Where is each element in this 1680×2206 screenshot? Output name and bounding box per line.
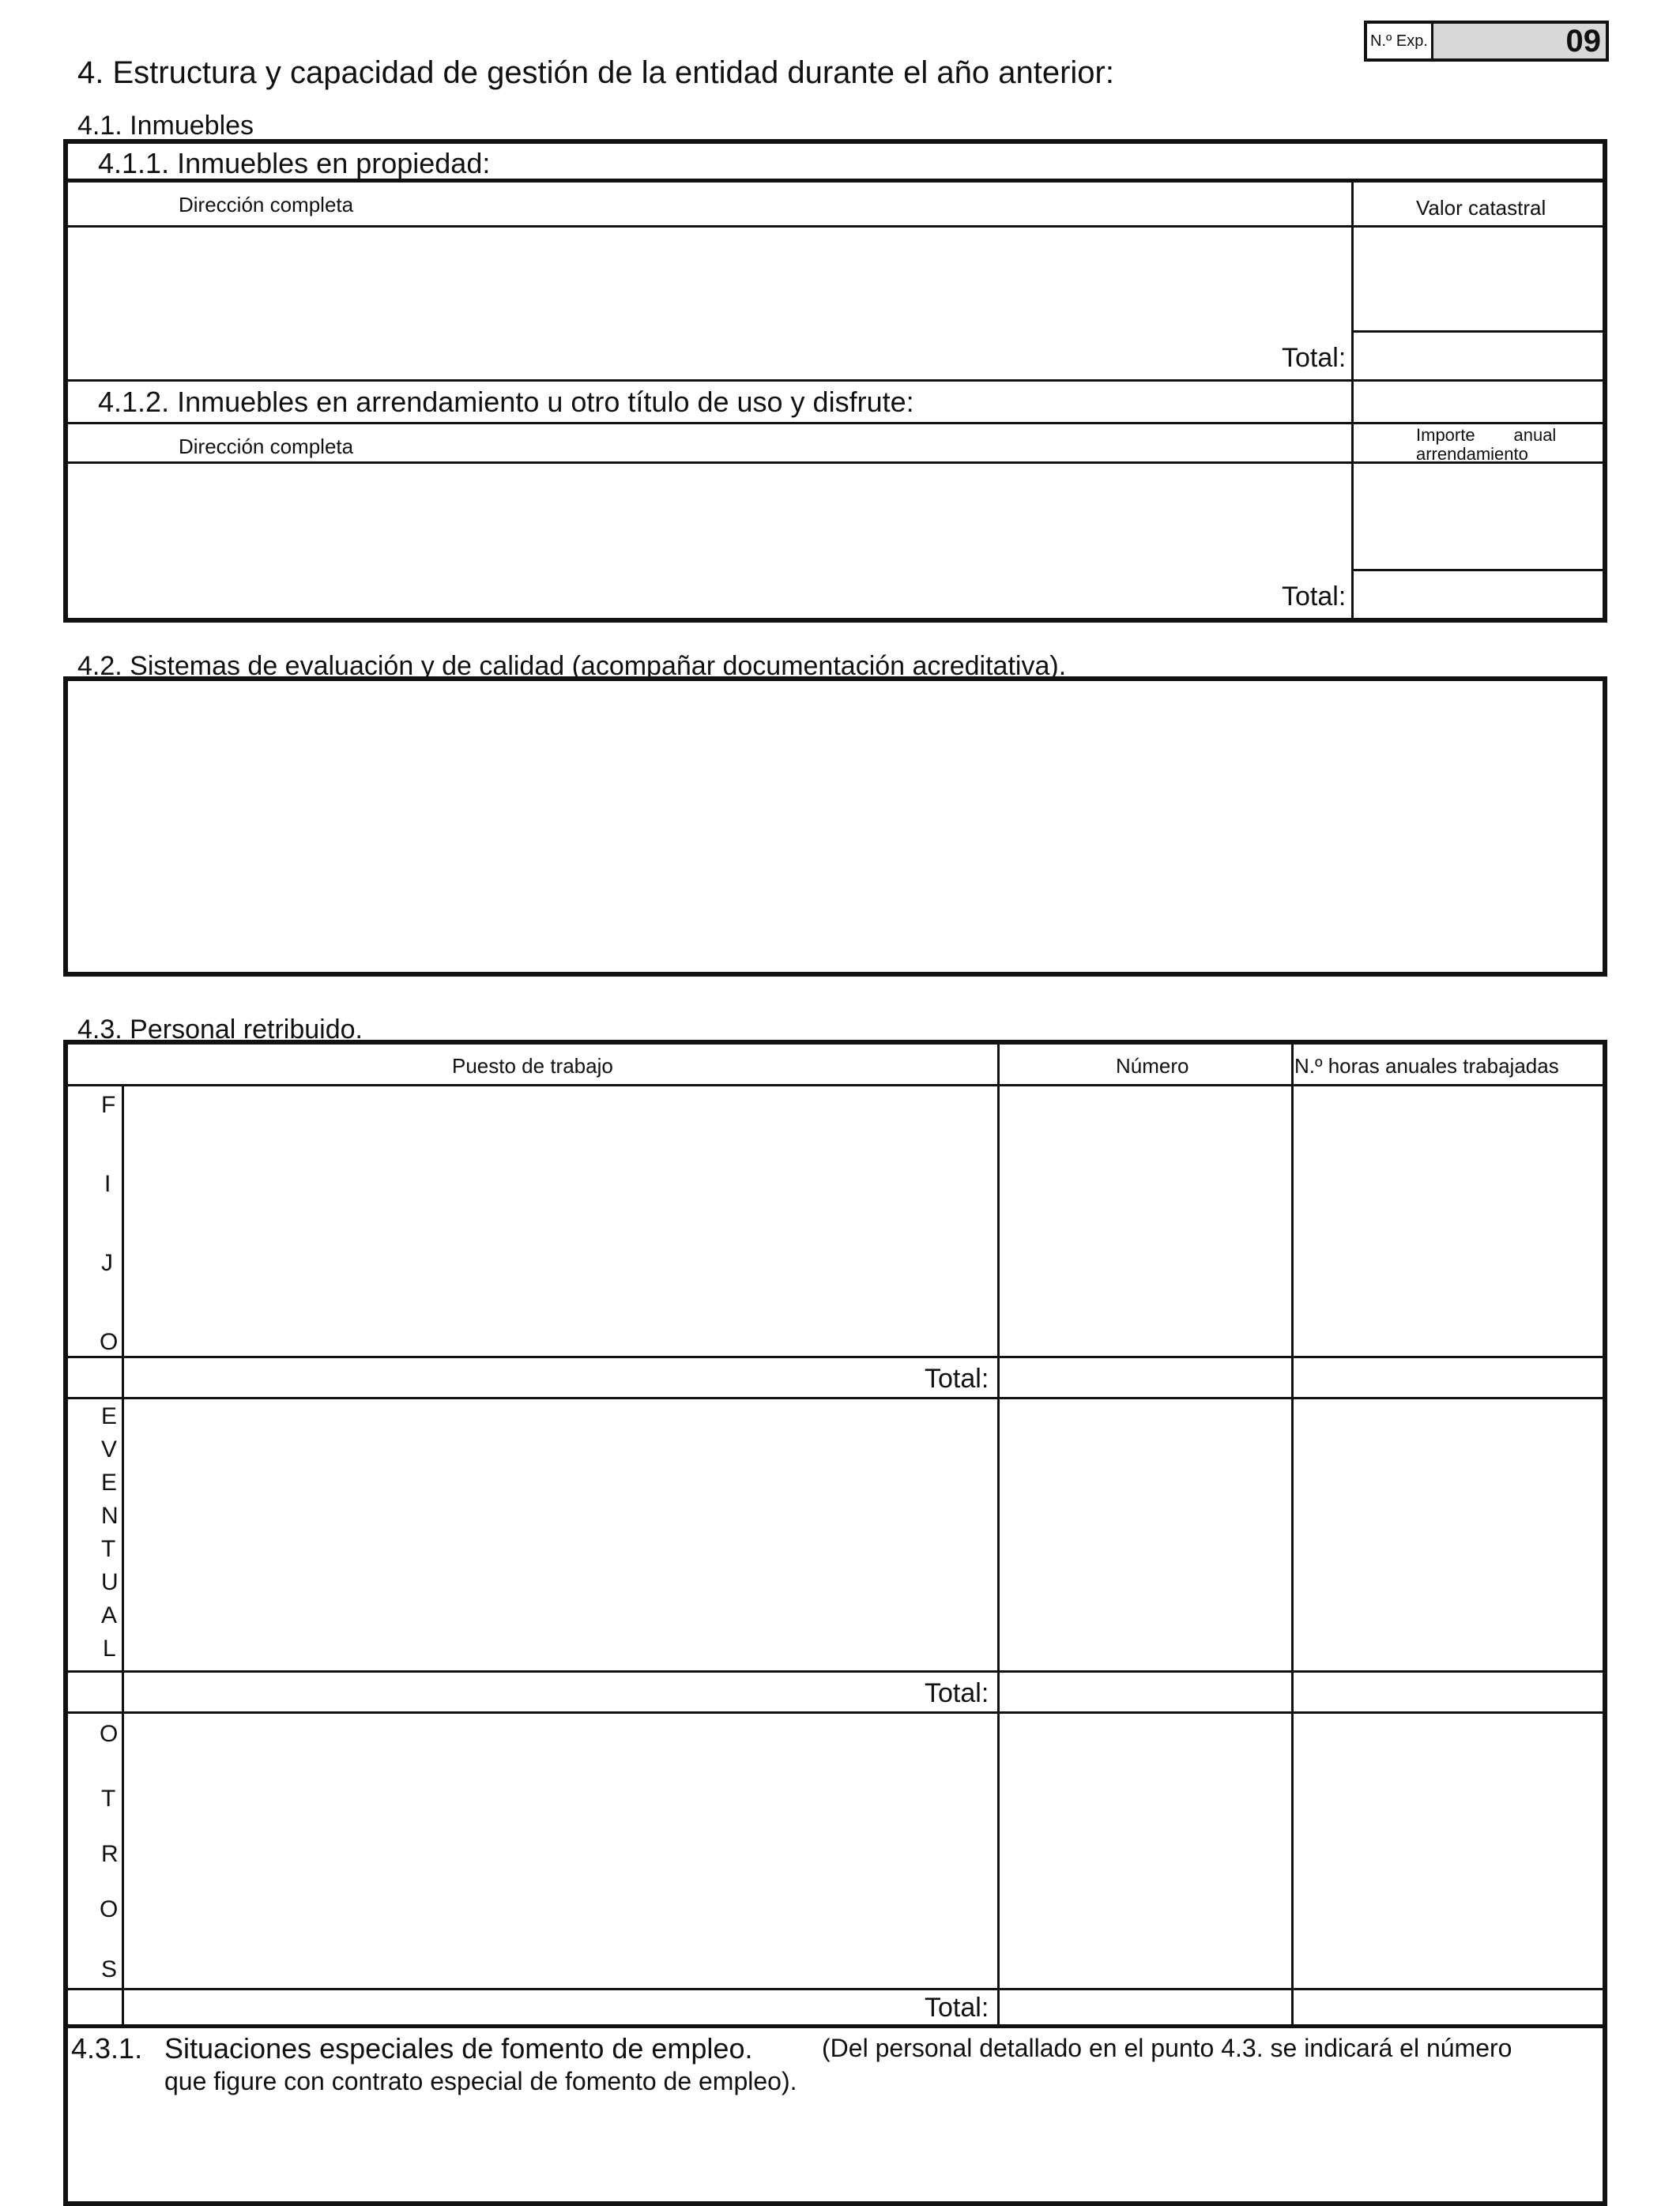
section-title: 4. Estructura y capacidad de gestión de la entidad durante el año anterior: [77, 55, 1114, 90]
fomento-text-line2: que figure con contrato especial de fomento de empleo). [164, 2067, 797, 2095]
divider [63, 422, 1607, 424]
group-eventual-letter: A [101, 1602, 118, 1628]
divider [63, 1711, 1607, 1714]
fomento-text-line1: (Del personal detallado en el punto 4.3. se indicará el número [822, 2034, 1512, 2062]
otros-horas-field[interactable] [1296, 1716, 1603, 1985]
group-otros-letter: R [101, 1841, 119, 1867]
group-eventual-letter: L [103, 1636, 116, 1662]
otros-puesto-field[interactable] [126, 1716, 994, 1985]
calidad-title: 4.2. Sistemas de evaluación y de calidad (acompañar documentación acreditativa). [77, 651, 1067, 681]
divider [1351, 330, 1607, 333]
group-eventual-letter: U [101, 1569, 119, 1595]
fomento-field[interactable] [71, 2103, 1601, 2190]
fijo-total-horas[interactable] [1296, 1361, 1603, 1394]
calidad-textarea[interactable] [63, 676, 1607, 977]
divider [63, 1670, 1607, 1673]
group-otros-letter: T [101, 1786, 116, 1812]
group-otros-letter: S [101, 1956, 118, 1982]
otros-numero-field[interactable] [1002, 1716, 1288, 1985]
group-eventual-letter: T [101, 1536, 116, 1562]
fijo-total-numero[interactable] [1002, 1361, 1288, 1394]
expediente-number: 09 [1565, 24, 1601, 58]
arrendamiento-total-label: Total: [1282, 582, 1347, 612]
divider [1351, 569, 1607, 571]
arrendamiento-col-address: Dirección completa [179, 435, 354, 458]
group-fijo-letter: O [100, 1329, 119, 1355]
propiedad-total-label: Total: [1282, 343, 1347, 373]
otros-total-horas[interactable] [1296, 1991, 1603, 2021]
eventual-total-horas[interactable] [1296, 1675, 1603, 1708]
col-puesto: Puesto de trabajo [452, 1054, 613, 1078]
divider [63, 461, 1607, 464]
propiedad-value-field[interactable] [1356, 231, 1603, 327]
divider [63, 1397, 1607, 1399]
group-eventual-letter: V [101, 1436, 118, 1463]
fijo-numero-field[interactable] [1002, 1089, 1288, 1353]
group-eventual-letter: E [101, 1403, 118, 1429]
group-fijo-letter: J [101, 1250, 113, 1276]
propiedad-address-field[interactable] [73, 231, 1347, 373]
arrendamiento-total-field[interactable] [1356, 574, 1603, 616]
divider [63, 1356, 1607, 1358]
otros-total-label: Total: [925, 1993, 989, 2023]
group-eventual-letter: E [101, 1470, 118, 1496]
divider [63, 1084, 1607, 1086]
fomento-number: 4.3.1. [71, 2032, 143, 2065]
divider [1291, 1040, 1294, 2024]
propiedad-col-value: Valor catastral [1416, 196, 1546, 220]
col-numero: Número [1116, 1054, 1189, 1078]
divider [63, 225, 1607, 228]
expediente-label: N.º Exp. [1367, 24, 1433, 58]
fijo-puesto-field[interactable] [126, 1089, 994, 1353]
group-otros-letter: O [100, 1721, 119, 1747]
eventual-total-numero[interactable] [1002, 1675, 1288, 1708]
arrendamiento-value-field[interactable] [1356, 468, 1603, 566]
propiedad-title: 4.1.1. Inmuebles en propiedad: [98, 147, 491, 179]
arrendamiento-title: 4.1.2. Inmuebles en arrendamiento u otro título de uso y disfrute: [98, 386, 914, 418]
divider [63, 379, 1607, 382]
group-otros-letter: O [100, 1896, 119, 1922]
fomento-title: Situaciones especiales de fomento de empleo. [164, 2032, 753, 2065]
divider [1351, 179, 1354, 623]
group-eventual-letter: N [101, 1503, 119, 1529]
divider [122, 1084, 124, 2024]
propiedad-total-field[interactable] [1356, 335, 1603, 376]
group-fijo-letter: I [104, 1171, 111, 1197]
fijo-total-label: Total: [925, 1364, 989, 1394]
expediente-box [1364, 21, 1609, 62]
personal-title: 4.3. Personal retribuido. [77, 1015, 363, 1045]
arrendamiento-col-value-line1: Importe anual [1416, 425, 1557, 445]
inmuebles-title: 4.1. Inmuebles [77, 111, 254, 141]
arrendamiento-col-value-line2: arrendamiento [1416, 444, 1528, 464]
divider [63, 1988, 1607, 1990]
divider [63, 2024, 1607, 2028]
eventual-horas-field[interactable] [1296, 1402, 1603, 1667]
divider [997, 1040, 1000, 2024]
eventual-puesto-field[interactable] [126, 1402, 994, 1667]
fijo-horas-field[interactable] [1296, 1089, 1603, 1353]
otros-total-numero[interactable] [1002, 1991, 1288, 2021]
propiedad-col-address: Dirección completa [179, 193, 354, 216]
eventual-total-label: Total: [925, 1678, 989, 1708]
group-fijo-letter: F [101, 1092, 116, 1118]
col-horas: N.º horas anuales trabajadas [1294, 1054, 1559, 1078]
arrendamiento-address-field[interactable] [73, 468, 1347, 613]
eventual-numero-field[interactable] [1002, 1402, 1288, 1667]
